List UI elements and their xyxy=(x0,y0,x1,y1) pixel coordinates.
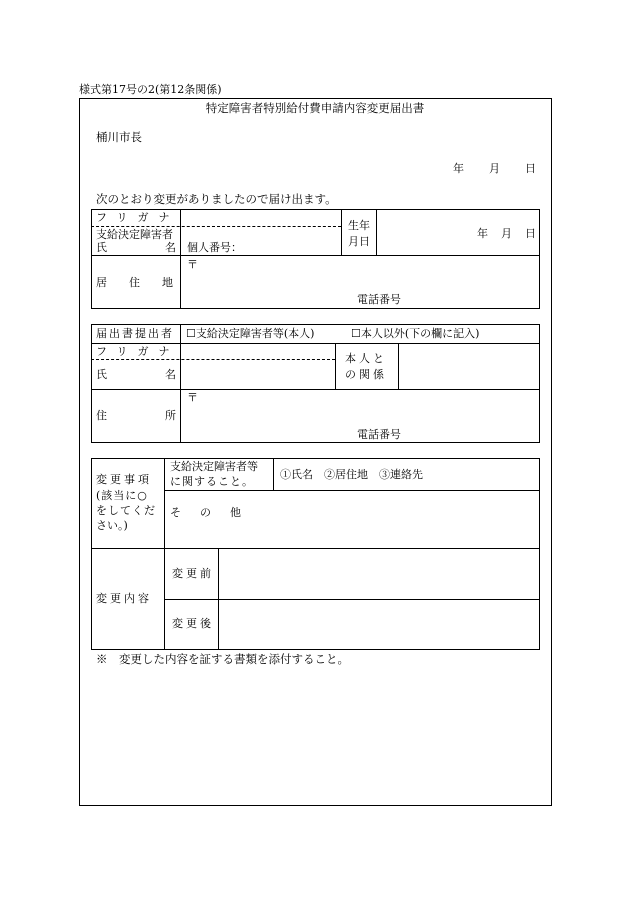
submitter-phone-label[interactable]: 電話番号 xyxy=(357,428,401,441)
submitter-postal-mark: 〒 xyxy=(187,391,198,404)
change-contents-label: 変更内容 xyxy=(96,592,152,605)
submitter-furigana-field[interactable] xyxy=(181,344,334,358)
category-1-line2: に関すること。 xyxy=(170,475,254,488)
intro-text: 次のとおり変更がありましたので届け出ます。 xyxy=(96,192,337,206)
change-items-label-4: さい。) xyxy=(96,519,128,532)
submitter-furigana-label: フリガナ xyxy=(96,345,180,358)
category-1-line1: 支給決定障害者等 xyxy=(170,460,258,473)
before-label: 変更前 xyxy=(172,567,214,580)
furigana-field[interactable] xyxy=(181,210,340,225)
after-field[interactable] xyxy=(219,600,539,649)
relation-label-line2: の関係 xyxy=(345,368,387,381)
change-items-label-1: 変更事項 xyxy=(96,473,152,486)
birth-month[interactable]: 月 xyxy=(501,227,512,240)
submitter-name-label: 氏 名 xyxy=(96,368,176,381)
form-title: 特定障害者特別給付費申請内容変更届出書 xyxy=(205,101,425,115)
change-items-label-3: をしてくだ xyxy=(96,504,156,517)
checkbox-self[interactable]: ☐支給決定障害者等(本人) xyxy=(186,327,315,340)
checkbox-other[interactable]: ☐本人以外(下の欄に記入) xyxy=(351,327,480,340)
form-number: 様式第17号の2(第12条関係) xyxy=(79,83,222,96)
other-field[interactable] xyxy=(274,491,539,547)
category-1-options[interactable]: ①氏名 ②居住地 ③連絡先 xyxy=(280,468,423,481)
relation-field[interactable] xyxy=(399,344,539,388)
change-items-label-2: (該当に○ xyxy=(96,489,148,502)
before-field[interactable] xyxy=(219,549,539,598)
address-label: 居住地 xyxy=(96,276,195,289)
date-month[interactable]: 月 xyxy=(489,162,500,175)
name-label-line2: 氏 名 xyxy=(96,241,176,254)
birth-label-line1: 生年 xyxy=(348,219,370,232)
postal-mark: 〒 xyxy=(187,258,198,271)
other-label: その他 xyxy=(170,506,260,519)
furigana-label: フリガナ xyxy=(96,211,180,224)
relation-label-line1: 本人と xyxy=(345,352,387,365)
name-label-line1: 支給決定障害者 xyxy=(96,228,173,241)
date-year[interactable]: 年 xyxy=(453,162,464,175)
my-number-label[interactable]: 個人番号： xyxy=(187,241,242,254)
submitter-label: 届出書提出者 xyxy=(96,327,174,340)
addressee: 桶川市長 xyxy=(96,130,142,144)
birth-day[interactable]: 日 xyxy=(525,227,536,240)
after-label: 変更後 xyxy=(172,617,214,630)
phone-label[interactable]: 電話番号 xyxy=(357,293,401,306)
submitter-address-label: 住 所 xyxy=(96,409,176,422)
submitter-name-field[interactable] xyxy=(181,360,334,388)
date-day[interactable]: 日 xyxy=(525,162,536,175)
attachment-note: ※ 変更した内容を証する書類を添付すること。 xyxy=(96,652,349,666)
birth-label-line2: 月日 xyxy=(348,235,370,248)
birth-year[interactable]: 年 xyxy=(477,227,488,240)
